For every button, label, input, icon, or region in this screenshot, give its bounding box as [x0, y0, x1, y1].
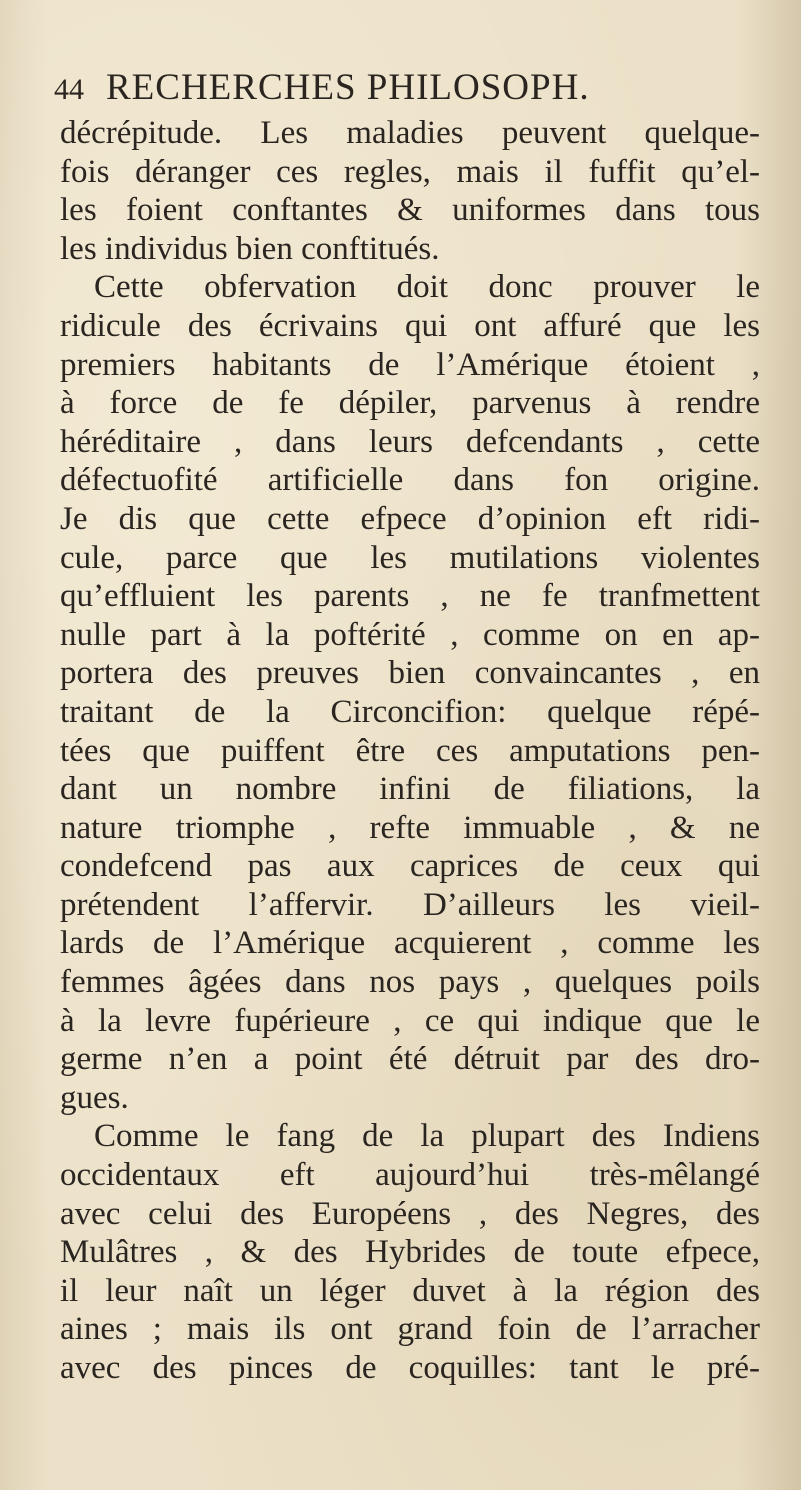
text-line: à la levre fupérieure , ce qui indique que le	[60, 1002, 760, 1039]
text-line: portera des preuves bien convaincantes , en	[60, 655, 760, 692]
text-line: à force de fe dépiler, parvenus à rendre	[60, 385, 760, 422]
text-line: femmes âgées dans nos pays , quelques poils	[60, 964, 760, 1001]
text-line: dant un nombre infini de filiations, la	[60, 771, 760, 808]
page-header	[54, 66, 771, 112]
running-head: RECHERCHES PHILOSOPH.	[106, 67, 590, 108]
text-line: condefcend pas aux caprices de ceux qui	[60, 848, 760, 885]
text-line: cule, parce que les mutilations violentes	[60, 539, 760, 576]
text-line: Je dis que cette efpece d’opinion eft ridi-	[60, 500, 760, 537]
text-line: défectuofité artificielle dans fon origine.	[60, 462, 760, 499]
text-line: gues.	[60, 1079, 129, 1116]
text-line: traitant de la Circoncifion: quelque répé-	[60, 693, 760, 730]
text-line: tées que puiffent être ces amputations pen-	[60, 732, 760, 769]
text-line: héréditaire , dans leurs defcendants , cette	[60, 423, 760, 460]
body-text	[60, 114, 771, 1388]
text-line: ridicule des écrivains qui ont affuré que les	[60, 307, 760, 344]
text-line: Mulâtres , & des Hybrides de toute efpece,	[60, 1234, 760, 1271]
text-line: nature triomphe , refte immuable , & ne	[60, 809, 760, 846]
text-line: les individus bien conftitués.	[60, 230, 440, 267]
text-line: il leur naît un léger duvet à la région des	[60, 1272, 760, 1309]
page-number: 44	[54, 73, 84, 106]
text-line: prétendent l’affervir. D’ailleurs les vieil-	[60, 886, 760, 923]
text-line: avec des pinces de coquilles: tant le pré-	[60, 1350, 760, 1386]
text-line: lards de l’Amérique acquierent , comme les	[60, 925, 760, 962]
text-line: fois déranger ces regles, mais il fuffit qu’el-	[60, 153, 760, 190]
text-line: Comme le fang de la plupart des Indiens	[94, 1118, 760, 1155]
text-line: occidentaux eft aujourd’hui très-mêlangé	[60, 1157, 760, 1194]
text-line: décrépitude. Les maladies peuvent quelque-	[60, 115, 760, 151]
text-line: Cette obfervation doit donc prouver le	[94, 269, 760, 306]
text-line: premiers habitants de l’Amérique étoient ,	[60, 346, 760, 383]
text-line: qu’effluient les parents , ne fe tranfmettent	[60, 578, 760, 615]
text-line: avec celui des Européens , des Negres, des	[60, 1195, 760, 1232]
text-line: les foient conftantes & uniformes dans tous	[60, 192, 760, 229]
text-line: aines ; mais ils ont grand foin de l’arracher	[60, 1311, 760, 1348]
text-line: nulle part à la poftérité , comme on en ap-	[60, 616, 760, 653]
text-line: germe n’en a point été détruit par des dro-	[60, 1041, 760, 1078]
